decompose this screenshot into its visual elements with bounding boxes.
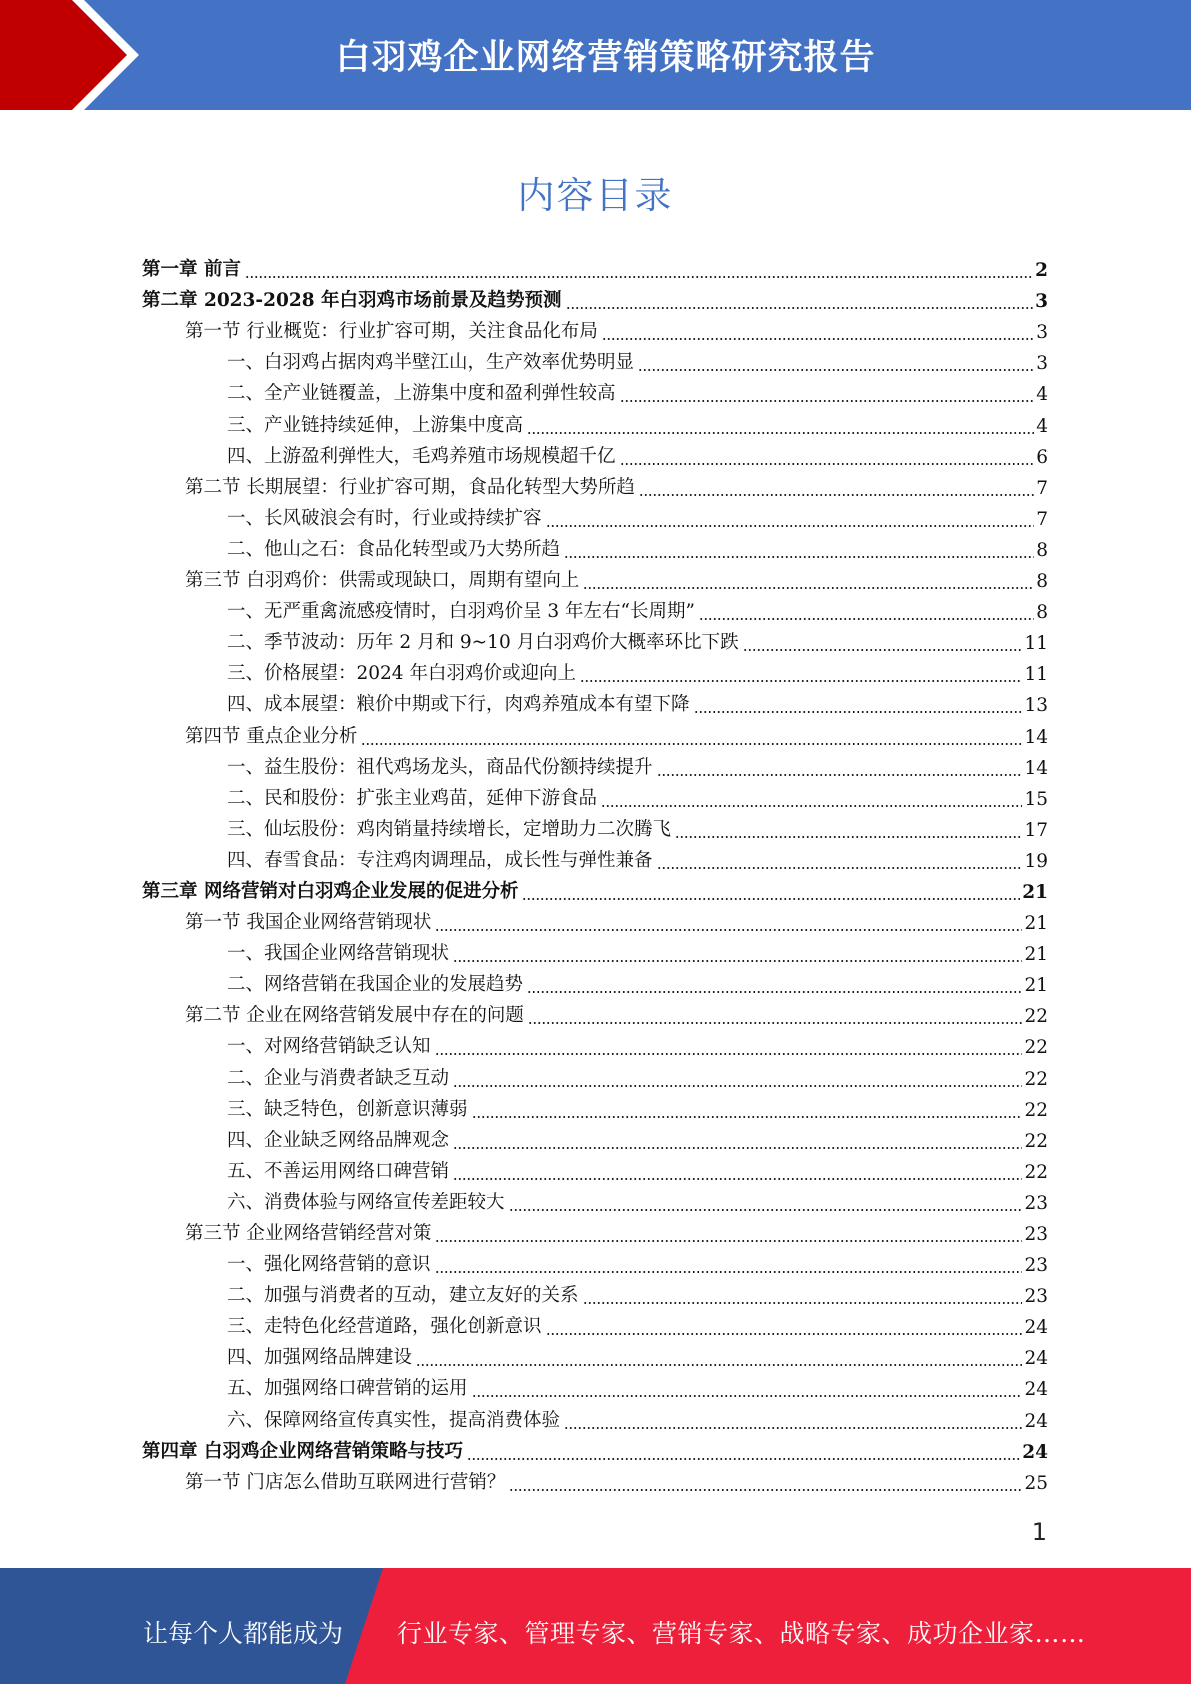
toc-entry[interactable] xyxy=(142,937,1048,968)
toc-dot-leader xyxy=(472,1395,1023,1397)
toc-dot-leader xyxy=(509,1489,1022,1491)
toc-entry-title: 四、上游盈利弹性大，毛鸡养殖市场规模超千亿 xyxy=(227,445,616,467)
toc-entry-title: 第三节 企业网络营销经营对策 xyxy=(185,1223,432,1244)
toc-entry-title: 一、白羽鸡占据肉鸡半壁江山，生产效率优势明显 xyxy=(227,352,635,374)
toc-entry-title: 四、加强网络品牌建设 xyxy=(227,1347,413,1369)
toc-dot-leader xyxy=(361,743,1022,745)
toc-entry-title: 第二节 企业在网络营销发展中存在的问题 xyxy=(185,1005,524,1027)
toc-entry-page: 4 xyxy=(1036,415,1048,437)
report-title: 白羽鸡企业网络营销策略研究报告 xyxy=(335,38,876,78)
toc-entry[interactable] xyxy=(142,1466,1048,1497)
toc-dot-leader xyxy=(435,929,1022,931)
toc-entry-page: 24 xyxy=(1024,1317,1048,1339)
toc-entry-page: 7 xyxy=(1036,508,1048,530)
toc-entry-title: 四、企业缺乏网络品牌观念 xyxy=(227,1129,450,1151)
toc-entry[interactable] xyxy=(142,1186,1048,1217)
toc-entry-page: 24 xyxy=(1022,1441,1048,1463)
toc-dot-leader xyxy=(453,960,1022,962)
toc-entry-title: 三、价格展望：2024 年白羽鸡价或迎向上 xyxy=(227,663,576,685)
toc-entry-title: 第四章 白羽鸡企业网络营销策略与技巧 xyxy=(142,1440,463,1462)
toc-entry[interactable] xyxy=(142,377,1048,408)
toc-entry-page: 22 xyxy=(1024,1006,1048,1028)
toc-heading: 内容目录 xyxy=(517,174,674,217)
toc-entry[interactable] xyxy=(142,346,1048,377)
toc-entry-page: 4 xyxy=(1036,384,1048,406)
toc-entry-title: 二、网络营销在我国企业的发展趋势 xyxy=(227,974,524,996)
toc-entry[interactable] xyxy=(142,595,1048,626)
toc-entry-title: 第二节 长期展望：行业扩容可期，食品化转型大势所趋 xyxy=(185,476,635,498)
toc-entry-title: 三、走特色化经营道路，强化创新意识 xyxy=(227,1316,542,1338)
toc-entry-page: 24 xyxy=(1024,1348,1048,1370)
table-of-contents xyxy=(142,253,1048,1497)
toc-entry[interactable] xyxy=(142,533,1048,564)
toc-entry[interactable] xyxy=(142,564,1048,595)
toc-entry-page: 2 xyxy=(1035,260,1048,282)
toc-entry[interactable] xyxy=(142,719,1048,750)
toc-entry[interactable] xyxy=(142,626,1048,657)
toc-dot-leader xyxy=(245,276,1033,278)
toc-dot-leader xyxy=(435,1271,1023,1273)
page-header xyxy=(0,0,1191,110)
toc-entry[interactable] xyxy=(142,253,1048,284)
toc-entry[interactable] xyxy=(142,782,1048,813)
toc-dot-leader xyxy=(657,774,1023,776)
toc-entry[interactable] xyxy=(142,1279,1048,1310)
toc-entry-page: 24 xyxy=(1024,1379,1048,1401)
toc-dot-leader xyxy=(638,369,1034,371)
toc-dot-leader xyxy=(528,1022,1023,1024)
toc-entry[interactable] xyxy=(142,999,1048,1030)
toc-entry-page: 22 xyxy=(1024,1161,1048,1183)
toc-entry[interactable] xyxy=(142,1217,1048,1248)
page-footer xyxy=(0,1568,1191,1684)
toc-dot-leader xyxy=(699,618,1034,620)
toc-dot-leader xyxy=(694,711,1023,713)
page-number: 1 xyxy=(1031,1518,1047,1546)
toc-dot-leader xyxy=(546,1333,1023,1335)
toc-entry-page: 21 xyxy=(1024,913,1048,935)
toc-entry-page: 15 xyxy=(1024,788,1048,810)
toc-entry[interactable] xyxy=(142,968,1048,999)
toc-entry-page: 6 xyxy=(1036,446,1048,468)
toc-dot-leader xyxy=(564,1427,1022,1429)
toc-dot-leader xyxy=(675,836,1022,838)
toc-entry-page: 21 xyxy=(1022,881,1048,903)
toc-entry-page: 11 xyxy=(1024,633,1048,655)
toc-dot-leader xyxy=(453,1178,1022,1180)
toc-entry-title: 六、消费体验与网络宣传差距较大 xyxy=(227,1191,505,1213)
toc-entry-page: 3 xyxy=(1036,353,1048,375)
toc-entry-title: 四、春雪食品：专注鸡肉调理品，成长性与弹性兼备 xyxy=(227,849,653,871)
toc-dot-leader xyxy=(583,1302,1023,1304)
toc-dot-leader xyxy=(522,898,1020,900)
toc-dot-leader xyxy=(580,680,1022,682)
toc-entry[interactable] xyxy=(142,1093,1048,1124)
toc-entry-title: 二、加强与消费者的互动，建立友好的关系 xyxy=(227,1285,579,1307)
toc-dot-leader xyxy=(546,525,1035,527)
toc-entry[interactable] xyxy=(142,813,1048,844)
toc-dot-leader xyxy=(467,1458,1020,1460)
toc-entry[interactable] xyxy=(142,1372,1048,1403)
toc-entry-title: 第四节 重点企业分析 xyxy=(185,725,358,747)
toc-entry-page: 3 xyxy=(1035,291,1048,313)
footer-slogan-right: 行业专家、管理专家、营销专家、战略专家、成功企业家…… xyxy=(397,1619,1086,1648)
toc-entry-page: 8 xyxy=(1036,602,1048,624)
toc-entry-title: 四、成本展望：粮价中期或下行，肉鸡养殖成本有望下降 xyxy=(227,694,690,716)
toc-entry-title: 二、季节波动：历年 2 月和 9~10 月白羽鸡价大概率环比下跌 xyxy=(227,632,739,654)
toc-entry-title: 六、保障网络宣传真实性，提高消费体验 xyxy=(227,1409,561,1431)
toc-entry-title: 第一章 前言 xyxy=(142,259,241,281)
toc-dot-leader xyxy=(453,1085,1022,1087)
toc-dot-leader xyxy=(416,1364,1022,1366)
toc-entry[interactable] xyxy=(142,844,1048,875)
toc-entry-title: 第三节 白羽鸡价：供需或现缺口，周期有望向上 xyxy=(185,570,580,592)
toc-entry-title: 第一节 我国企业网络营销现状 xyxy=(185,912,432,934)
toc-entry[interactable] xyxy=(142,688,1048,719)
toc-dot-leader xyxy=(743,649,1023,651)
toc-entry[interactable] xyxy=(142,657,1048,688)
toc-entry-page: 14 xyxy=(1024,757,1048,779)
toc-entry-title: 第三章 网络营销对白羽鸡企业发展的促进分析 xyxy=(142,880,519,902)
toc-entry-page: 23 xyxy=(1024,1192,1048,1214)
toc-entry[interactable] xyxy=(142,471,1048,502)
toc-entry[interactable] xyxy=(142,1030,1048,1061)
toc-entry[interactable] xyxy=(142,502,1048,533)
toc-entry-page: 22 xyxy=(1024,1068,1048,1090)
toc-entry-page: 24 xyxy=(1024,1410,1048,1432)
toc-dot-leader xyxy=(657,867,1023,869)
toc-entry-title: 二、全产业链覆盖，上游集中度和盈利弹性较高 xyxy=(227,383,616,405)
toc-dot-leader xyxy=(602,338,1034,340)
toc-entry-page: 14 xyxy=(1024,726,1048,748)
toc-dot-leader xyxy=(620,400,1035,402)
toc-entry-page: 7 xyxy=(1036,477,1048,499)
toc-entry-title: 三、产业链持续延伸，上游集中度高 xyxy=(227,414,524,436)
toc-entry[interactable] xyxy=(142,1061,1048,1092)
toc-entry-title: 第一节 行业概览：行业扩容可期，关注食品化布局 xyxy=(185,321,598,343)
toc-entry[interactable] xyxy=(142,1435,1048,1466)
toc-entry[interactable] xyxy=(142,1310,1048,1341)
toc-entry-title: 三、仙坛股份：鸡肉销量持续增长，定增助力二次腾飞 xyxy=(227,818,672,840)
toc-entry-title: 第二章 2023-2028 年白羽鸡市场前景及趋势预测 xyxy=(142,290,562,312)
toc-entry-title: 五、不善运用网络口碑营销 xyxy=(227,1160,450,1182)
toc-entry-page: 21 xyxy=(1024,975,1048,997)
toc-entry-page: 23 xyxy=(1024,1255,1048,1277)
toc-dot-leader xyxy=(435,1240,1022,1242)
toc-entry-page: 25 xyxy=(1024,1472,1048,1494)
toc-dot-leader xyxy=(639,494,1034,496)
toc-entry[interactable] xyxy=(142,906,1048,937)
toc-dot-leader xyxy=(435,1053,1023,1055)
toc-entry-page: 3 xyxy=(1036,322,1048,344)
toc-entry-page: 11 xyxy=(1024,664,1048,686)
toc-dot-leader xyxy=(472,1116,1023,1118)
toc-entry-title: 一、长风破浪会有时，行业或持续扩容 xyxy=(227,507,542,529)
toc-dot-leader xyxy=(601,805,1022,807)
toc-dot-leader xyxy=(527,432,1034,434)
toc-entry-title: 一、对网络营销缺乏认知 xyxy=(227,1036,431,1058)
toc-entry[interactable] xyxy=(142,1155,1048,1186)
toc-entry-page: 8 xyxy=(1036,539,1048,561)
toc-entry-title: 第一节 门店怎么借助互联网进行营销？ xyxy=(185,1471,506,1493)
toc-entry[interactable] xyxy=(142,284,1048,315)
toc-entry-page: 17 xyxy=(1024,819,1048,841)
toc-entry-title: 五、加强网络口碑营销的运用 xyxy=(227,1378,468,1400)
toc-entry-page: 22 xyxy=(1024,1130,1048,1152)
toc-entry[interactable] xyxy=(142,1403,1048,1434)
toc-dot-leader xyxy=(583,587,1034,589)
toc-entry-page: 22 xyxy=(1024,1099,1048,1121)
toc-entry-title: 三、缺乏特色，创新意识薄弱 xyxy=(227,1098,468,1120)
toc-dot-leader xyxy=(620,463,1035,465)
toc-entry-title: 一、强化网络营销的意识 xyxy=(227,1254,431,1276)
toc-entry[interactable] xyxy=(142,408,1048,439)
toc-dot-leader xyxy=(453,1147,1022,1149)
toc-entry-title: 二、民和股份：扩张主业鸡苗，延伸下游食品 xyxy=(227,787,598,809)
toc-entry-title: 一、我国企业网络营销现状 xyxy=(227,943,450,965)
toc-entry-page: 23 xyxy=(1024,1286,1048,1308)
toc-dot-leader xyxy=(566,307,1034,309)
toc-entry-page: 22 xyxy=(1024,1037,1048,1059)
toc-entry-title: 二、他山之石：食品化转型或乃大势所趋 xyxy=(227,538,561,560)
toc-entry[interactable] xyxy=(142,1248,1048,1279)
toc-entry-title: 一、益生股份：祖代鸡场龙头，商品代份额持续提升 xyxy=(227,756,653,778)
toc-dot-leader xyxy=(564,556,1034,558)
toc-entry[interactable] xyxy=(142,1124,1048,1155)
toc-entry[interactable] xyxy=(142,315,1048,346)
toc-entry-page: 19 xyxy=(1024,850,1048,872)
toc-entry-page: 21 xyxy=(1024,944,1048,966)
toc-entry-title: 一、无严重禽流感疫情时，白羽鸡价呈 3 年左右“长周期” xyxy=(227,601,695,623)
toc-entry-title: 二、企业与消费者缺乏互动 xyxy=(227,1067,450,1089)
toc-entry[interactable] xyxy=(142,875,1048,906)
toc-entry[interactable] xyxy=(142,440,1048,471)
toc-entry-page: 23 xyxy=(1024,1224,1048,1245)
footer-slogan-left: 让每个人都能成为 xyxy=(143,1619,344,1648)
toc-entry-page: 8 xyxy=(1036,571,1048,593)
toc-entry-page: 13 xyxy=(1024,695,1048,717)
toc-dot-leader xyxy=(527,991,1022,993)
toc-entry[interactable] xyxy=(142,751,1048,782)
toc-entry[interactable] xyxy=(142,1341,1048,1372)
toc-dot-leader xyxy=(509,1209,1023,1211)
